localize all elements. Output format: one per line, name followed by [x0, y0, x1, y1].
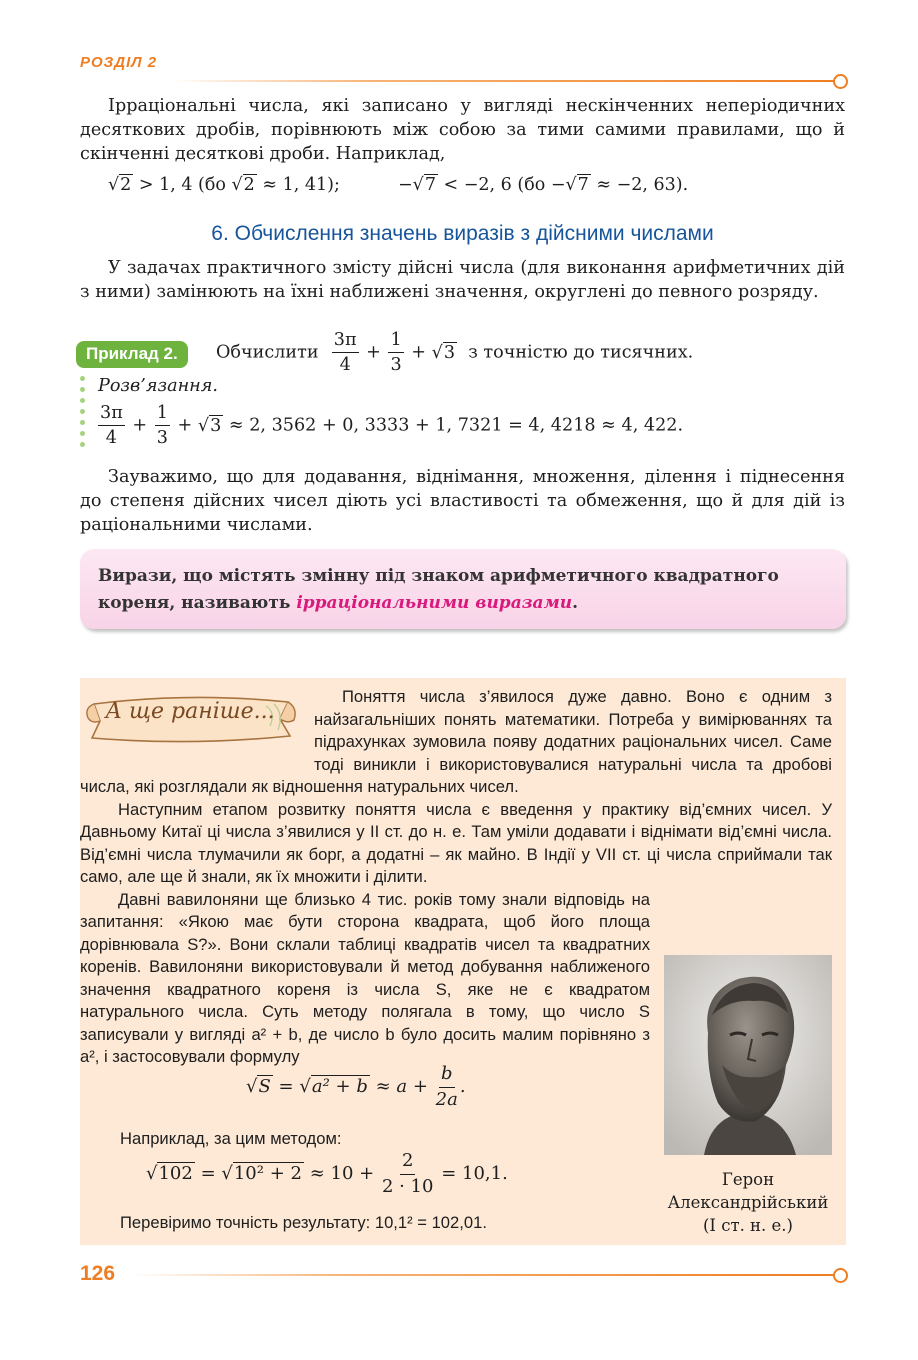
heron-portrait-image	[664, 955, 832, 1155]
history-example-formula: √102 = √10² + 2 ≈ 10 + $\frac{2}{2 \cdot 10}$ = 10,1.	[146, 1150, 508, 1197]
intro-paragraph: Ірраціональні числа, які записано у вигляді нескінченних неперіодичних десяткових дробів, порівнюють між собою за тими самими правилами, що й скінченні десяткові дроби. Наприклад,	[80, 96, 845, 164]
footer-rule	[130, 1274, 836, 1276]
header-rule-end-circle	[833, 74, 848, 89]
caption-line: Герон	[721, 1170, 775, 1189]
caption-line: (I ст. н. е.)	[703, 1216, 793, 1235]
section-label: РОЗДІЛ 2	[80, 54, 158, 71]
definition-box: Вирази, що містять змінну під знаком арифметичного квадратного кореня, називають ірраціональними виразами.	[80, 549, 846, 629]
example-task: Обчислити $\frac{3\pi}{4}$ + $\frac{1}{3}$ + √3 з точністю до тисячних.	[216, 330, 694, 376]
definition-term: ірраціональними виразами	[296, 593, 573, 613]
solution-formula: $\frac{3\pi}{4}$ + $\frac{1}{3}$ + √3 ≈ 2, 3562 + 0, 3333 + 1, 7321 = 4, 4218 ≈ 4, 422.	[100, 403, 684, 449]
remark-paragraph: Зауважимо, що для додавання, віднімання, множення, ділення і піднесення до степеня дійсних чисел діють усі властивості та обмеження, що й для дій із раціональними числами.	[80, 467, 845, 535]
solution-dots-decoration	[80, 376, 86, 453]
babylonian-formula: √S = √a² + b ≈ a + $\frac{b}{2a}$ .	[246, 1063, 466, 1110]
comparison-example-sqrt7: −√7 < −2, 6 (бо −√7 ≈ −2, 63).	[398, 175, 689, 195]
portrait-caption	[652, 1168, 844, 1237]
fraction-1-3: $\frac{1}{3}$	[390, 330, 402, 376]
history-paragraph-1: Поняття числа з’явилося дуже давно. Воно є одним з найзагальніших понять математики. Потреба у вимірюваннях та підрахунках зумовила появу додатних раціональних чисел. Саме тоді виникли і використовувалися натуральні числа та дробові числа, які розглядали як відношення натуральних чисел.	[80, 687, 832, 796]
history-check-line: Перевіримо точність результату: 10,1² = 102,01.	[120, 1213, 487, 1232]
section-paragraph: У задачах практичного змісту дійсні числа (для виконання арифметичних дій з ними) замінюють на їхні наближені значення, округлені до певного розряду.	[80, 258, 845, 302]
footer-rule-end-circle	[833, 1268, 848, 1283]
solution-label: Розв’язання.	[98, 376, 219, 396]
section-heading: 6. Обчислення значень виразів з дійсними числами	[211, 222, 714, 245]
caption-line: Александрійський	[667, 1193, 829, 1212]
history-paragraph-3: Давні вавилоняни ще близько 4 тис. років тому знали відповідь на запитання: «Якою має бути сторона квадрата, щоб його площа дорівнювала S?». Вони склали таблиці квадратів чисел та квадратних коренів. Вавилоняни використовували й метод добування наближеного значення квадратного кореня із числа S, яке не є квадратом натурального числа. Суть методу полягала в тому, що число S записували у вигляді a² + b, де число b було досить малим порівняно з a², і застосовували формулу	[80, 889, 650, 1066]
page-number: 126	[80, 1262, 116, 1285]
header-rule	[170, 80, 836, 82]
history-paragraph-2: Наступним етапом розвитку поняття числа є введення у практику від’ємних чисел. У Давньому Китаї ці числа з’явилися у II ст. до н. е. Там уміли додавати і віднімати від’ємні числа. Від’ємні числа тлумачили як борг, а додатні – як майно. В Індії у VII ст. ці числа сприймали так само, але ще й знали, як їх множити і ділити.	[80, 799, 832, 886]
fraction-3pi-4: $\frac{3\pi}{4}$	[333, 330, 357, 376]
example-badge: Приклад 2.	[76, 341, 188, 368]
comparison-example-sqrt2: √2 > 1, 4 (бо √2 ≈ 1, 41);	[108, 175, 340, 195]
history-example-intro: Наприклад, за цим методом:	[120, 1129, 342, 1148]
history-ribbon-title: А ще раніше...	[105, 699, 275, 724]
